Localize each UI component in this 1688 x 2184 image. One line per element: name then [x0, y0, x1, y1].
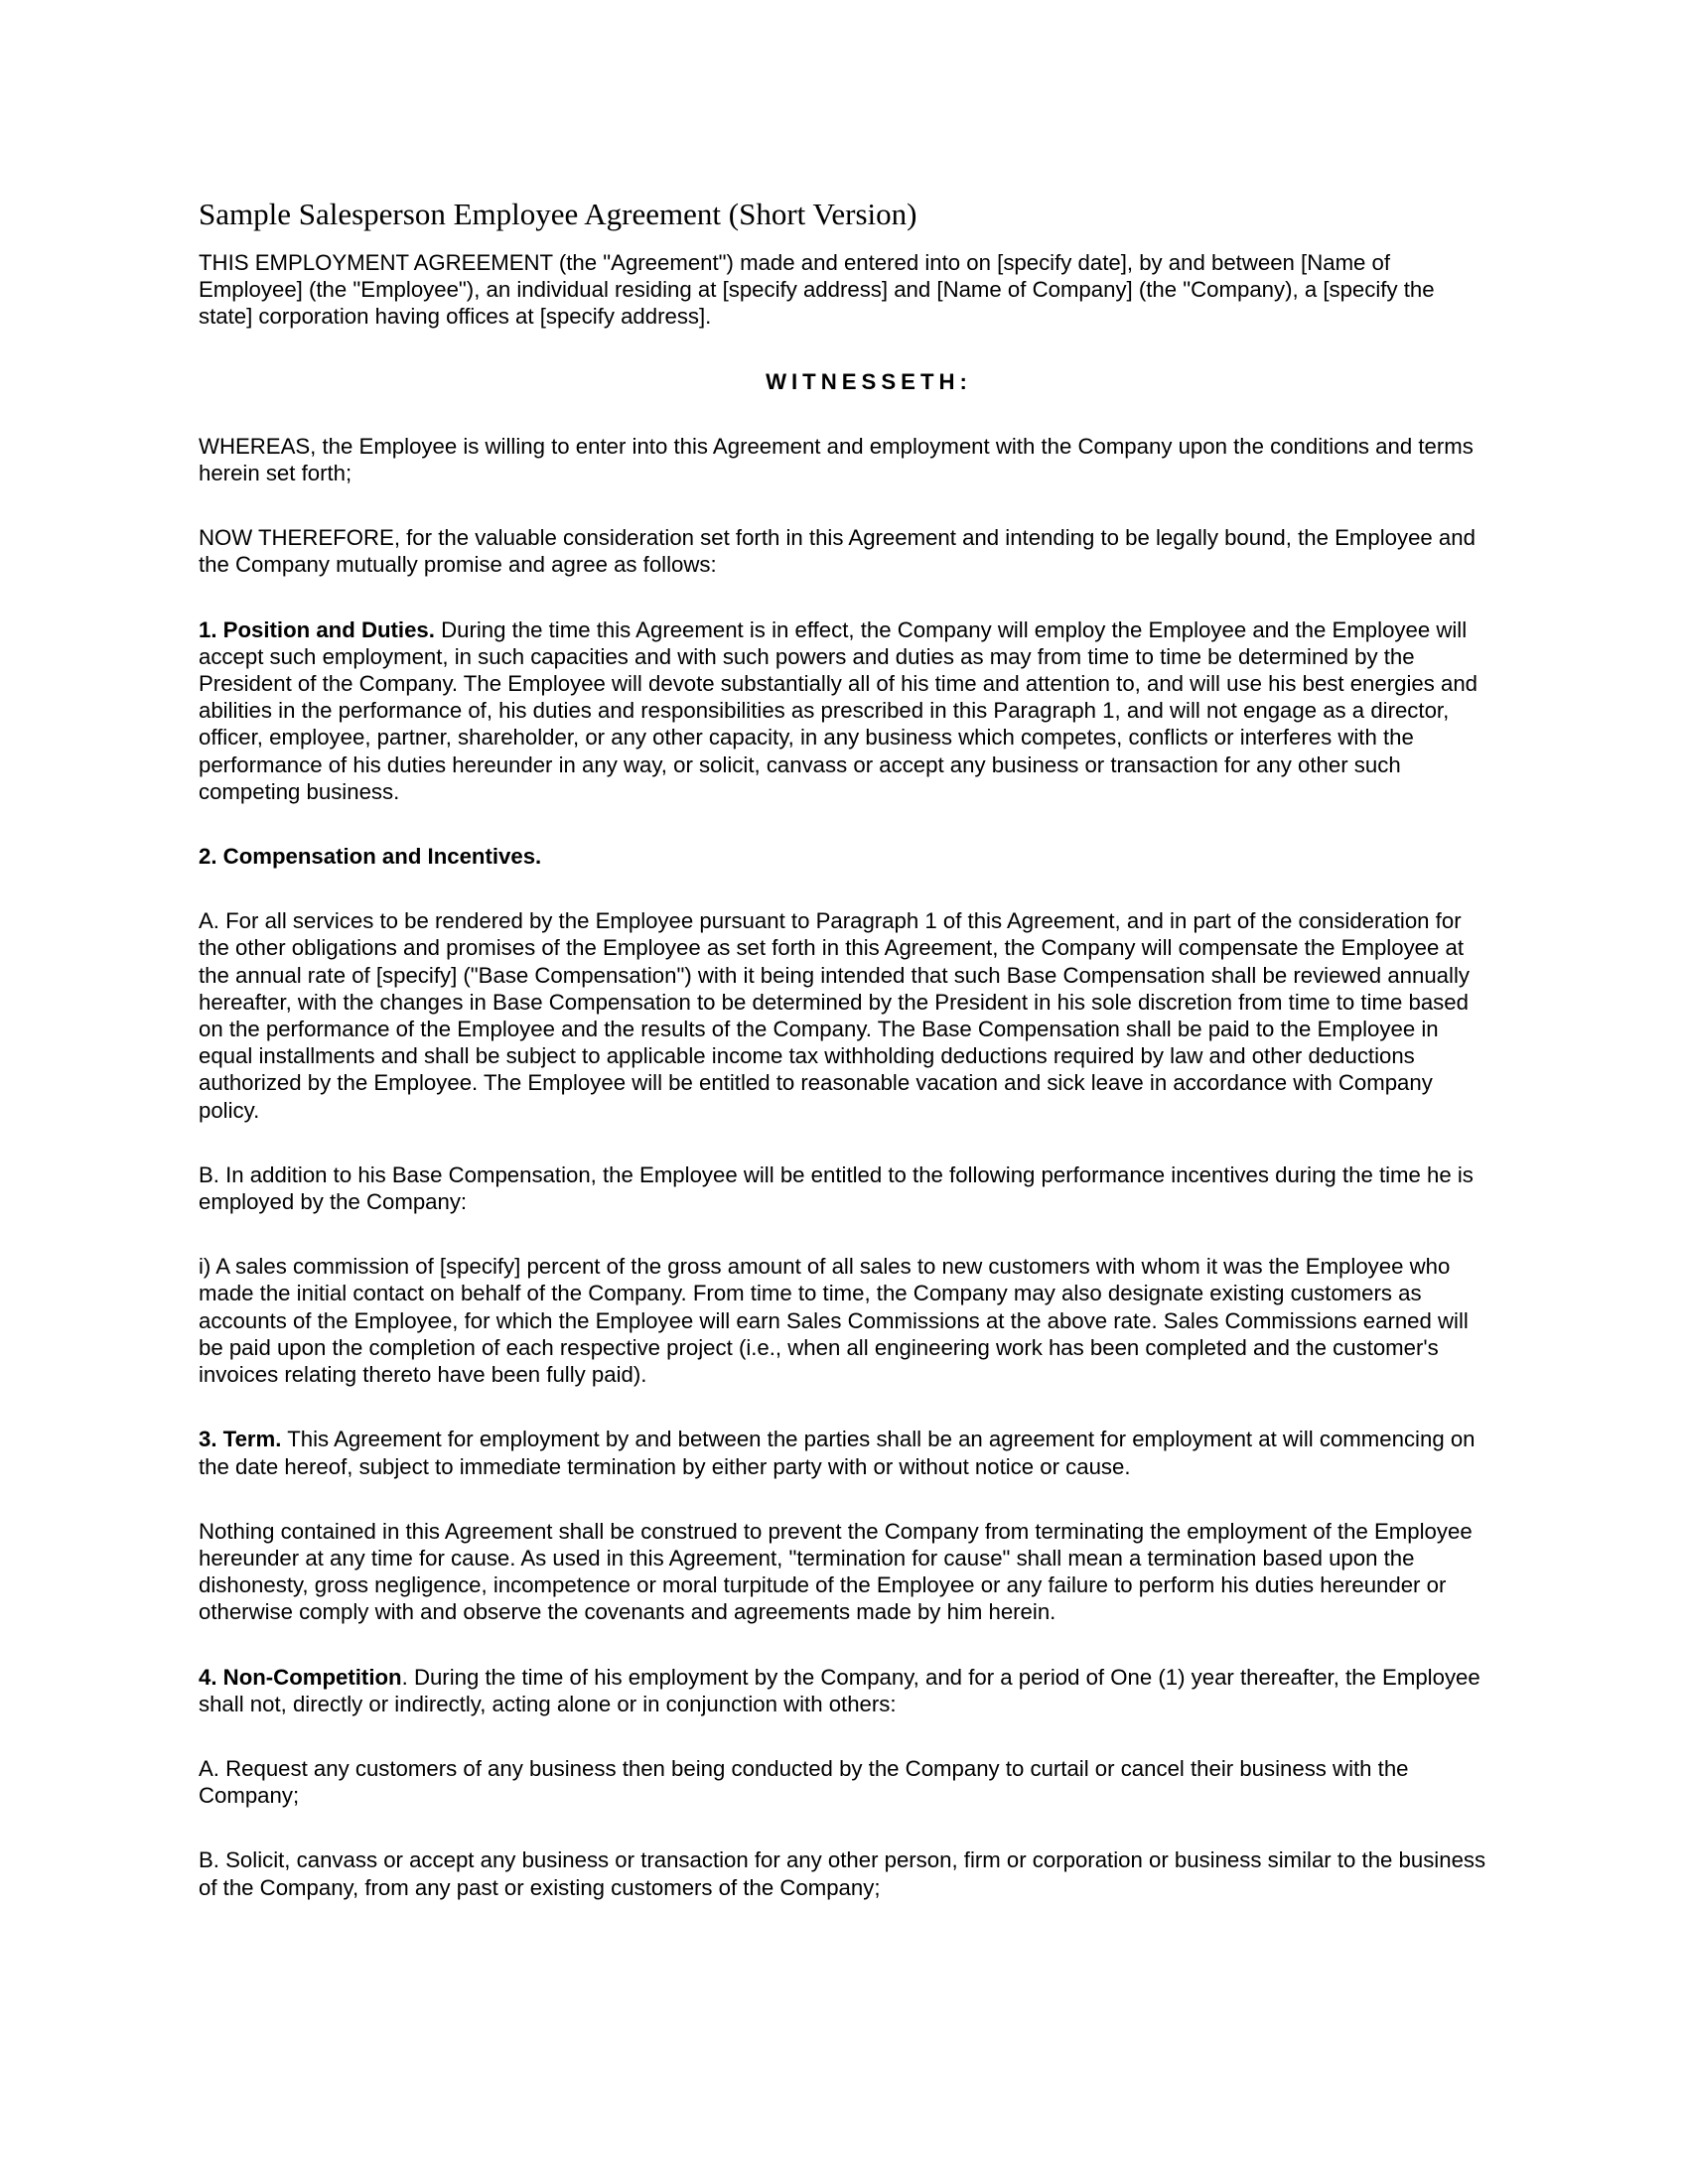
- whereas-paragraph: WHEREAS, the Employee is willing to enter into this Agreement and employment with the Company upon the conditions and terms herein set forth;: [199, 433, 1474, 486]
- section-3-body: This Agreement for employment by and between the parties shall be an agreement for employment at will commencing on the date hereof, subject to immediate termination by either party with or without notice or cause.: [199, 1427, 1476, 1479]
- section-2i-paragraph: i) A sales commission of [specify] percent of the gross amount of all sales to new customers with whom it was the Employee who made the initial contact on behalf of the Company. From time to time, the Company may also designate existing customers as accounts of the Employee, for which the Employee will earn Sales Commissions at the above rate. Sales Commissions earned will be paid upon the completion of each respective project (i.e., when all engineering work has been completed and the customer's invoices relating thereto have been fully paid).: [199, 1254, 1469, 1388]
- section-3-heading: 3. Term.: [199, 1427, 282, 1452]
- section-1-heading: 1. Position and Duties.: [199, 616, 435, 642]
- document-page: [199, 195, 1489, 1939]
- document-title: Sample Salesperson Employee Agreement (Short Version): [199, 197, 917, 231]
- now-therefore-paragraph: NOW THEREFORE, for the valuable consideration set forth in this Agreement and intending to be legally bound, the Employee and the Company mutually promise and agree as follows:: [199, 525, 1476, 578]
- intro-paragraph: THIS EMPLOYMENT AGREEMENT (the "Agreement") made and entered into on [specify date], by and between [Name of Employee] (the "Employee"), an individual residing at [specify address] and [Name of Company] (the "Company), a [specify the state] corporation having offices at [specify address].: [199, 250, 1435, 330]
- section-3-paragraph: [199, 1426, 1489, 1479]
- section-4-heading: 4. Non-Competition: [199, 1664, 402, 1690]
- section-4a-paragraph: A. Request any customers of any business then being conducted by the Company to curtail or cancel their business with the Company;: [199, 1755, 1409, 1809]
- section-4-paragraph: [199, 1664, 1489, 1717]
- section-2b-paragraph: B. In addition to his Base Compensation, the Employee will be entitled to the following performance incentives during the time he is employed by the Company:: [199, 1161, 1474, 1215]
- section-4-body: . During the time of his employment by the Company, and for a period of One (1) year thereafter, the Employee shall not, directly or indirectly, acting alone or in conjunction with others:: [199, 1664, 1480, 1716]
- section-3-cause-paragraph: Nothing contained in this Agreement shall be construed to prevent the Company from terminating the employment of the Employee hereunder at any time for cause. As used in this Agreement, "termination for cause" shall mean a termination based upon the dishonesty, gross negligence, incompetence or moral turpitude of the Employee or any failure to perform his duties hereunder or otherwise comply with and observe the covenants and agreements made by him herein.: [199, 1518, 1473, 1625]
- section-1-paragraph: [199, 616, 1489, 805]
- witnesseth-heading: WITNESSETH:: [766, 368, 972, 394]
- section-2-heading: 2. Compensation and Incentives.: [199, 844, 542, 870]
- section-4b-paragraph: B. Solicit, canvass or accept any business or transaction for any other person, firm or corporation or business similar to the business of the Company, from any past or existing customers of the Company;: [199, 1847, 1486, 1900]
- section-1-body: During the time this Agreement is in effect, the Company will employ the Employee and the Employee will accept such employment, in such capacities and with such powers and duties as may from time to time be determined by the President of the Company. The Employee will devote substantially all of his time and attention to, and will use his best energies and abilities in the performance of, his duties and responsibilities as prescribed in this Paragraph 1, and will not engage as a director, officer, employee, partner, shareholder, or any other capacity, in any business which competes, conflicts or interferes with the performance of his duties hereunder in any way, or solicit, canvass or accept any business or transaction for any other such competing business.: [199, 616, 1478, 804]
- section-2-paragraph: [199, 843, 1489, 870]
- section-2a-paragraph: A. For all services to be rendered by the Employee pursuant to Paragraph 1 of this Agreement, and in part of the consideration for the other obligations and promises of the Employee as set forth in this Agreement, the Company will compensate the Employee at the annual rate of [specify] ("Base Compensation") with it being intended that such Base Compensation shall be reviewed annually hereafter, with the changes in Base Compensation to be determined by the President in his sole discretion from time to time based on the performance of the Employee and the results of the Company. The Base Compensation shall be paid to the Employee in equal installments and shall be subject to applicable income tax withholding deductions required by law and other deductions authorized by the Employee. The Employee will be entitled to reasonable vacation and sick leave in accordance with Company policy.: [199, 908, 1470, 1123]
